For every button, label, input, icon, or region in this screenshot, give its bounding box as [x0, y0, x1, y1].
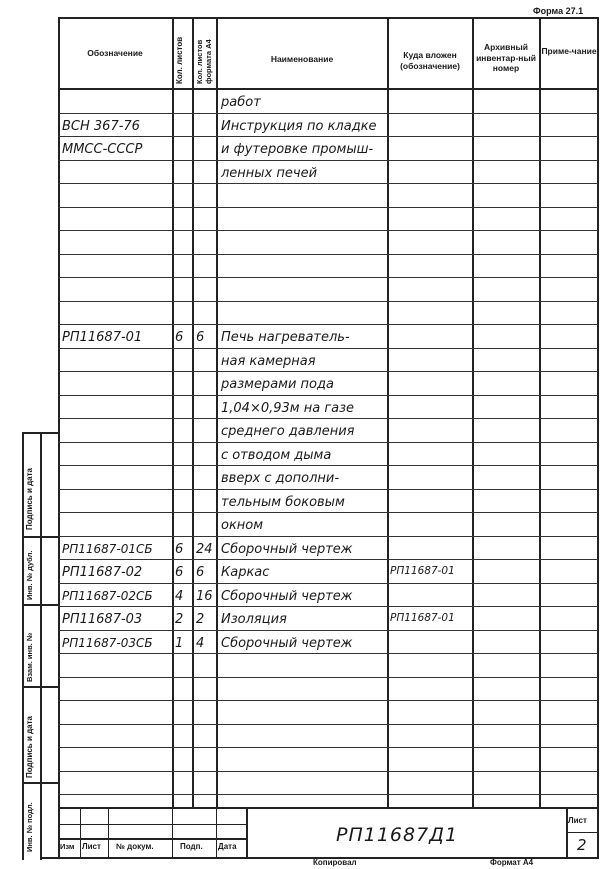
form-label: Форма 27.1	[533, 6, 584, 16]
row-name: ленных печей	[221, 166, 318, 181]
row-line	[58, 677, 598, 678]
side-label-inv-orig: Инв. № подл.	[25, 802, 34, 852]
row-line	[58, 606, 598, 607]
row-name: Инструкция по кладке	[221, 119, 377, 134]
row-count: 4	[175, 589, 184, 604]
row-name: 1,04×0,93м на газе	[221, 401, 355, 416]
row-line	[58, 183, 598, 184]
title-col-izm: Изм	[60, 842, 75, 851]
side-label-vzam-inv: Взам. инв. №	[25, 632, 34, 682]
row-line	[58, 700, 598, 701]
row-designation: РП11687-03	[62, 612, 143, 627]
row-name: с отводом дыма	[221, 448, 332, 463]
side-label-signature-top: Подпись и дата	[25, 468, 34, 530]
row-name: Сборочный чертеж	[221, 589, 353, 604]
header-archive-number: Архивный инвентар-ный номер	[476, 42, 536, 74]
row-line	[58, 113, 598, 114]
document-code: РП11687Д1	[336, 824, 459, 846]
row-line	[58, 747, 598, 748]
row-line	[58, 160, 598, 161]
row-where-used: РП11687-01	[390, 612, 455, 624]
side-strip-div-3	[22, 686, 59, 688]
row-line	[58, 207, 598, 208]
row-line	[58, 771, 598, 772]
row-name: окном	[221, 518, 264, 533]
side-strip-div-1	[22, 536, 59, 538]
row-count-a4: 2	[196, 612, 205, 627]
row-name: Изоляция	[221, 612, 287, 627]
row-line	[58, 230, 598, 231]
row-designation: ВСН 367-76	[62, 119, 140, 134]
side-strip-div-2	[22, 604, 59, 606]
row-line	[58, 559, 598, 560]
row-designation: РП11687-03СБ	[62, 636, 153, 650]
title-block-vert-e	[246, 807, 248, 858]
title-block-row-2	[58, 838, 246, 840]
title-col-doc: № докум.	[116, 842, 154, 851]
title-block-vert-d	[216, 807, 217, 858]
row-line	[58, 442, 598, 443]
title-block-vert-a	[80, 807, 81, 858]
row-line	[58, 465, 598, 466]
row-where-used: РП11687-01	[390, 565, 455, 577]
row-line	[58, 583, 598, 584]
row-count: 1	[175, 636, 184, 651]
row-line	[58, 254, 598, 255]
row-count-a4: 6	[196, 330, 205, 345]
row-line	[58, 136, 598, 137]
row-line	[58, 301, 598, 302]
row-line	[58, 395, 598, 396]
header-name: Наименование	[270, 54, 334, 64]
row-line	[58, 277, 598, 278]
header-where-used: Куда вложен (обозначение)	[400, 50, 460, 71]
row-line	[58, 512, 598, 513]
title-block-vert-b	[108, 807, 109, 858]
row-name: среднего давления	[221, 424, 355, 439]
frame-left	[58, 17, 60, 859]
row-designation: ММСС-СССР	[62, 142, 143, 157]
header-sheet-count: Кол. листов	[175, 36, 184, 84]
row-count: 6	[175, 565, 184, 580]
row-line	[58, 630, 598, 631]
title-block-sheet-div	[566, 832, 598, 833]
row-line	[58, 794, 598, 795]
row-line	[58, 324, 598, 325]
header-sheet-count-a4: Кол. листов формата А4	[195, 39, 213, 84]
frame-right	[597, 17, 599, 859]
row-name: Каркас	[221, 565, 270, 580]
row-name: ная камерная	[221, 354, 316, 369]
side-label-inv-dup: Инв. № дубл.	[25, 550, 34, 600]
title-block-vert-c	[172, 807, 173, 858]
frame-top	[58, 17, 598, 19]
row-count: 2	[175, 612, 184, 627]
row-line	[58, 536, 598, 537]
row-name: и футеровке промыш-	[221, 142, 374, 157]
row-designation: РП11687-02СБ	[62, 589, 153, 603]
header-note: Приме-чание	[541, 46, 597, 56]
title-col-date: Дата	[218, 842, 237, 851]
row-line	[58, 724, 598, 725]
row-name: работ	[221, 95, 261, 110]
row-count: 6	[175, 330, 184, 345]
footer-copied: Копировал	[313, 858, 357, 867]
sheet-label: Лист	[568, 816, 587, 825]
row-count-a4: 4	[196, 636, 205, 651]
title-block-row-1	[58, 824, 246, 825]
header-bottom-line	[58, 88, 598, 90]
side-strip-left	[22, 432, 24, 860]
row-count: 6	[175, 542, 184, 557]
side-label-signature-bottom: Подпись и дата	[25, 716, 34, 778]
header-designation: Обозначение	[87, 48, 143, 58]
title-col-sign: Подп.	[180, 842, 203, 851]
row-designation: РП11687-02	[62, 565, 143, 580]
side-strip-mid	[40, 432, 42, 860]
row-line	[58, 348, 598, 349]
row-designation: РП11687-01	[62, 330, 143, 345]
row-designation: РП11687-01СБ	[62, 542, 153, 556]
side-strip-top	[22, 432, 59, 434]
row-name: тельным боковым	[221, 495, 345, 510]
row-name: Сборочный чертеж	[221, 542, 353, 557]
row-count-a4: 24	[196, 542, 213, 557]
row-count-a4: 6	[196, 565, 205, 580]
row-name: Печь нагреватель-	[221, 330, 350, 345]
row-name: вверх с дополни-	[221, 471, 340, 486]
row-line	[58, 371, 598, 372]
title-col-list: Лист	[82, 842, 101, 851]
row-line	[58, 418, 598, 419]
sheet-number: 2	[577, 836, 587, 854]
row-name: Сборочный чертеж	[221, 636, 353, 651]
title-block-top	[58, 807, 598, 809]
row-name: размерами пода	[221, 377, 334, 392]
row-count-a4: 16	[196, 589, 213, 604]
row-line	[58, 489, 598, 490]
footer-format: Формат А4	[490, 858, 534, 867]
row-line	[58, 653, 598, 654]
side-strip-div-4	[22, 782, 59, 784]
